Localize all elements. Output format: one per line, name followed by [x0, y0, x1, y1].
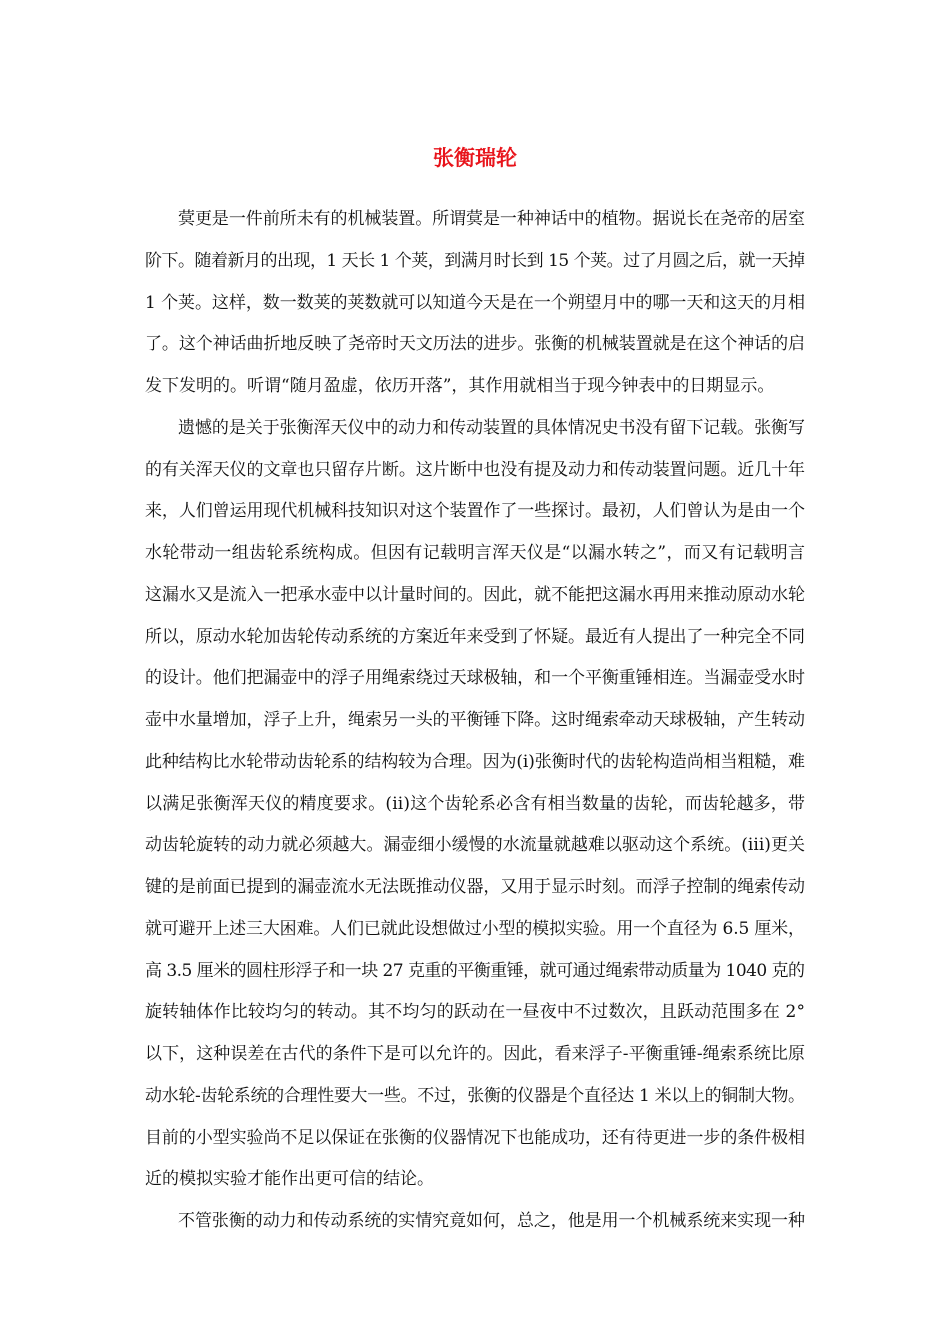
text-line	[0, 539, 950, 567]
text-line-content: 动水轮-齿轮系统的合理性要大一些。不过，张衡的仪器是个直径达 1 米以上的铜制大物。	[145, 1086, 805, 1106]
document-title: 张衡瑞轮	[433, 146, 517, 170]
text-line-content: 壶中水量增加，浮子上升，绳索另一头的平衡锤下降。这时绳索牵动天球极轴，产生转动	[145, 710, 805, 730]
text-line-content: 近的模拟实验才能作出更可信的结论。	[145, 1169, 434, 1189]
text-line	[0, 706, 950, 734]
text-line-content: 蓂更是一件前所未有的机械装置。所谓蓂是一种神话中的植物。据说长在尧帝的居室	[178, 209, 805, 229]
text-line	[0, 1040, 950, 1068]
text-line	[0, 1124, 950, 1152]
text-line-content: 就可避开上述三大困难。人们已就此设想做过小型的模拟实验。用一个直径为 6.5 厘米，	[145, 919, 805, 939]
text-line	[0, 664, 950, 692]
text-line-content: 阶下。随着新月的出现，1 天长 1 个荚，到满月时长到 15 个荚。过了月圆之后，就一天掉	[145, 251, 805, 271]
text-line	[0, 372, 950, 400]
text-line-content: 的有关浑天仪的文章也只留存片断。这片断中也没有提及动力和传动装置问题。近几十年	[145, 460, 805, 480]
text-line	[0, 247, 950, 275]
text-line-content: 的设计。他们把漏壶中的浮子用绳索绕过天球极轴，和一个平衡重锤相连。当漏壶受水时	[145, 668, 805, 688]
text-line-content: 此种结构比水轮带动齿轮系的结构较为合理。因为(i)张衡时代的齿轮构造尚相当粗糙，难	[145, 752, 805, 772]
text-line	[0, 623, 950, 651]
text-line	[0, 581, 950, 609]
text-line	[0, 456, 950, 484]
text-line	[0, 330, 950, 358]
text-line-content: 旋转轴体作比较均匀的转动。其不均匀的跃动在一昼夜中不过数次，且跃动范围多在 2°	[145, 1002, 806, 1022]
text-line	[0, 748, 950, 776]
text-line-content: 1 个荚。这样，数一数荚的荚数就可以知道今天是在一个朔望月中的哪一天和这天的月相	[145, 293, 805, 313]
text-line-content: 目前的小型实验尚不足以保证在张衡的仪器情况下也能成功，还有待更进一步的条件极相	[145, 1128, 805, 1148]
text-line-content: 动齿轮旋转的动力就必须越大。漏壶细小缓慢的水流量就越难以驱动这个系统。(iii)更关	[145, 835, 806, 855]
text-line	[0, 205, 950, 233]
text-line	[0, 497, 950, 525]
text-line	[0, 790, 950, 818]
text-line	[0, 957, 950, 985]
text-line-content: 发下发明的。听谓“随月盈虚，依历开落”，其作用就相当于现今钟表中的日期显示。	[145, 376, 775, 396]
text-line-content: 高 3.5 厘米的圆柱形浮子和一块 27 克重的平衡重锤，就可通过绳索带动质量为 1040 克的	[145, 961, 805, 981]
text-line-content: 了。这个神话曲折地反映了尧帝时天文历法的进步。张衡的机械装置就是在这个神话的启	[145, 334, 805, 354]
text-line	[0, 915, 950, 943]
text-line	[0, 998, 950, 1026]
text-line-content: 遗憾的是关于张衡浑天仪中的动力和传动装置的具体情况史书没有留下记载。张衡写	[178, 418, 805, 438]
text-line	[0, 1165, 950, 1193]
text-line-content: 以满足张衡浑天仪的精度要求。(ii)这个齿轮系必含有相当数量的齿轮，而齿轮越多，带	[145, 794, 806, 814]
text-line	[0, 289, 950, 317]
text-line-content: 键的是前面已提到的漏壶流水无法既推动仪器，又用于显示时刻。而浮子控制的绳索传动	[145, 877, 805, 897]
text-line-content: 这漏水又是流入一把承水壶中以计量时间的。因此，就不能把这漏水再用来推动原动水轮	[145, 585, 805, 605]
text-line	[0, 873, 950, 901]
text-line	[0, 414, 950, 442]
text-line-content: 来，人们曾运用现代机械科技知识对这个装置作了一些探讨。最初，人们曾认为是由一个	[145, 501, 805, 521]
text-line-content: 所以，原动水轮加齿轮传动系统的方案近年来受到了怀疑。最近有人提出了一种完全不同	[145, 627, 805, 647]
text-line	[0, 1207, 950, 1235]
text-line	[0, 831, 950, 859]
text-line-content: 不管张衡的动力和传动系统的实情究竟如何，总之，他是用一个机械系统来实现一种	[178, 1211, 805, 1231]
text-line-content: 水轮带动一组齿轮系统构成。但因有记载明言浑天仪是“以漏水转之”，而又有记载明言	[145, 543, 806, 563]
text-line	[0, 1082, 950, 1110]
text-line-content: 以下，这种误差在古代的条件下是可以允许的。因此，看来浮子-平衡重锤-绳索系统比原	[145, 1044, 806, 1064]
